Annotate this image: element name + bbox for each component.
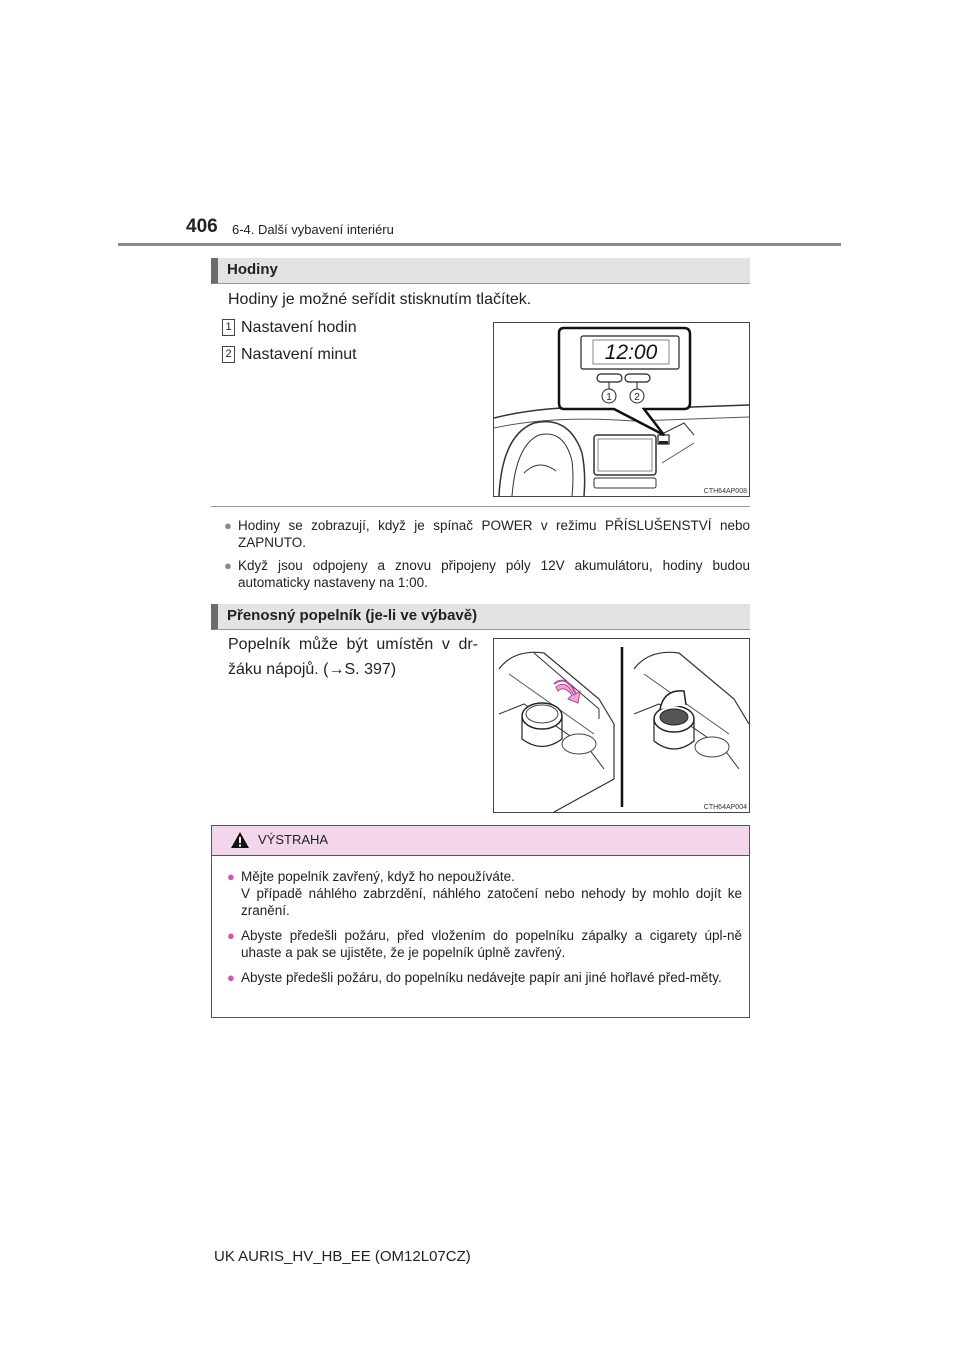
clock-item-hours [222,319,357,337]
ashtray-text-line2: žáku nápojů. (→S. 397) [228,661,397,678]
header-rule [118,243,841,246]
ashtray-figure [493,638,750,813]
figure-code-clock: CTH64AP008 [703,488,747,495]
note-item [224,517,750,551]
callout-badge-1: 1 [222,319,235,336]
section-heading-clock: Hodiny [211,258,750,284]
footer-model-code: UK AURIS_HV_HB_EE (OM12L07CZ) [214,1248,471,1265]
warning-item [227,868,742,919]
dashboard-illustration [494,323,749,496]
bullet-icon: ● [227,928,235,943]
clock-notes [224,517,750,591]
clock-item-minutes [222,346,357,364]
bullet-icon: ● [224,558,232,573]
warning-list [212,856,749,986]
warning-header [212,826,749,856]
clock-display-time: 12:00 [604,341,658,364]
callout-2: 2 [634,392,640,403]
clock-item-minutes-label: Nastavení minut [241,346,357,363]
ashtray-illustration [494,639,749,812]
bullet-icon: ● [227,869,235,884]
clock-item-hours-label: Nastavení hodin [241,319,357,336]
section-divider [211,506,750,507]
note-text: Když jsou odpojeny a znovu připojeny póly 12V akumulátoru, hodiny budou automaticky nastaveny na 1:00. [238,558,750,590]
note-text: Hodiny se zobrazují, když je spínač POWER v režimu PŘÍSLUŠENSTVÍ nebo ZAPNUTO. [238,518,750,550]
ashtray-text-line1: Popelník může být umístěn v dr- [228,636,478,653]
warning-text: Abyste předešli požáru, do popelníku nedávejte papír ani jiné hořlavé před-měty. [241,970,722,985]
callout-badge-2: 2 [222,346,235,363]
figure-code-ashtray: CTH64AP004 [703,804,747,811]
warning-item [227,969,742,986]
warning-text: Mějte popelník zavřený, když ho nepoužíváte. V případě náhlého zabrzdění, náhlého zatočení nebo nehody by mohlo dojít ke zranění. [241,869,742,918]
warning-box [211,825,750,1018]
bullet-icon: ● [224,518,232,533]
section-heading-ashtray: Přenosný popelník (je-li ve výbavě) [211,604,750,630]
warning-item [227,927,742,961]
chapter-title: 6-4. Další vybavení interiéru [232,222,394,237]
warning-text: Abyste předešli požáru, před vložením do popelníku zápalky a cigarety úpl-ně uhaste a pak se ujistěte, že je popelník úplně zavřený. [241,928,742,960]
bullet-icon: ● [227,970,235,985]
warning-title: VÝSTRAHA [258,832,329,847]
note-item [224,557,750,591]
clock-figure [493,322,750,497]
warning-triangle-icon [230,831,250,849]
callout-1: 1 [606,392,612,403]
clock-intro-text: Hodiny je možné seřídit stisknutím tlačítek. [228,291,532,308]
page-number: 406 [186,216,218,237]
